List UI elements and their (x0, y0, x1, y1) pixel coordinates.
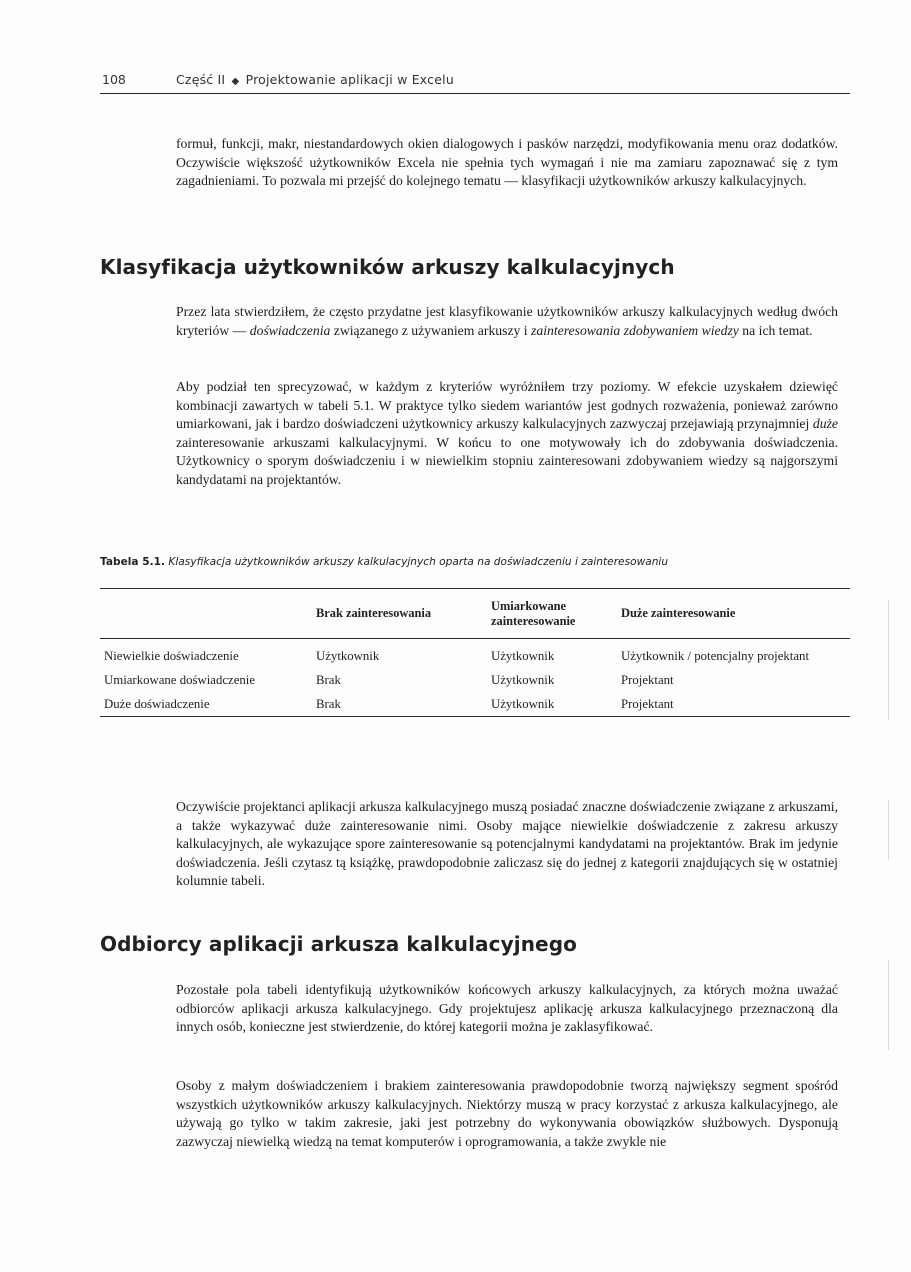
table-caption (100, 556, 850, 568)
table-header-cell: Umiarkowane zainteresowanie (491, 598, 576, 628)
scan-margin-mark (888, 800, 889, 860)
running-header (100, 63, 850, 94)
table-cell: Użytkownik (491, 697, 555, 711)
table-cell: Użytkownik / potencjalny projektant (621, 649, 809, 663)
table-header-cell (100, 589, 312, 639)
text-run: zainteresowanie arkuszami kalkulacyjnymi. W końcu to one motywowały ich do zdobywania doświadczenia. Użytkownicy o sporym doświadczeniu i w niewielkim stopniu zainteresowani zdobywaniem wiedzy są najgorszymi kandydatami na projektantów. (176, 434, 838, 487)
table-cell: Duże doświadczenie (104, 697, 210, 711)
table-caption-label: Tabela 5.1. (100, 556, 166, 568)
table-cell: Użytkownik (491, 649, 555, 663)
emphasis-interest: zainteresowania zdobywaniem wiedzy (531, 322, 739, 338)
table-cell: Brak (316, 697, 341, 711)
table-row (100, 692, 850, 717)
scan-margin-mark (888, 600, 889, 720)
page-number: 108 (102, 72, 126, 87)
audience-paragraph-1: Pozostałe pola tabeli identyfikują użytkowników końcowych arkuszy kalkulacyjnych, za których można uważać odbiorców aplikacji arkusza kalkulacyjnego. Gdy projektujesz aplikację arkusza kalkulacyjnego przeznaczoną dla innych osób, konieczne jest stwierdzenie, do której kategorii można je zaklasyfikować. (176, 982, 838, 1035)
table-row (100, 668, 850, 692)
table-cell: Projektant (621, 697, 674, 711)
section-heading-classification: Klasyfikacja użytkowników arkuszy kalkulacyjnych (100, 255, 675, 279)
section-heading-audience: Odbiorcy aplikacji arkusza kalkulacyjnego (100, 932, 577, 956)
classification-paragraph-1 (176, 303, 838, 340)
text-run: Aby podział ten sprecyzować, w każdym z kryteriów wyróżniłem trzy poziomy. W efekcie uzyskałem dziewięć kombinacji zawartych w tabeli 5.1. W praktyce tylko siedem wariantów jest godnych rozważenia, ponieważ zarówno umiarkowani, jak i bardzo doświadczeni użytkownicy arkuszy kalkulacyjnych zazwyczaj przejawiają przynajmniej (176, 379, 838, 432)
emphasis-large: duże (812, 416, 838, 432)
intro-paragraph: formuł, funkcji, makr, niestandardowych okien dialogowych i pasków narzędzi, modyfikowania menu oraz dodatków. Oczywiście większość użytkowników Excela nie spełnia tych wymagań i nie ma zamiaru zapoznawać się z tym zagadnieniami. To pozwala mi przejść do kolejnego tematu — klasyfikacji użytkowników arkuszy kalkulacyjnych. (176, 136, 838, 189)
table-row (100, 639, 850, 669)
table-header-cell: Duże zainteresowanie (621, 606, 736, 620)
table-cell: Brak (316, 673, 341, 687)
classification-table (100, 588, 850, 717)
text-run: na ich temat. (738, 322, 813, 338)
diamond-icon: ◆ (231, 76, 240, 87)
text-run: Przez lata stwierdziłem, że często przydatne jest klasyfikowanie użytkowników arkuszy kalkulacyjnych według dwóch kryteriów — (176, 304, 838, 338)
emphasis-experience: doświadczenia (249, 322, 331, 338)
table-cell: Projektant (621, 673, 674, 687)
part-label: Część II (176, 72, 226, 87)
table-cell: Niewielkie doświadczenie (104, 649, 239, 663)
after-table-paragraph: Oczywiście projektanci aplikacji arkusza kalkulacyjnego muszą posiadać znaczne doświadczenie związane z arkuszami, a także wykazywać duże zainteresowanie nimi. Osoby mające niewielkie doświadczenie z zakresu arkuszy kalkulacyjnych, ale wykazujące spore zainteresowanie są potencjalnymi kandydatami na projektantów. Brak im jedynie doświadczenia. Jeśli czytasz tą książkę, prawdopodobnie zaliczasz się do jednej z kategorii znajdujących się w ostatniej kolumnie tabeli. (176, 799, 838, 889)
scan-margin-mark (888, 960, 889, 1050)
table-cell: Użytkownik (491, 673, 555, 687)
chapter-title (176, 72, 454, 87)
text-run: związanego z używaniem arkuszy i (330, 322, 532, 338)
table-cell: Umiarkowane doświadczenie (104, 673, 256, 687)
audience-paragraph-2: Osoby z małym doświadczeniem i brakiem zainteresowania prawdopodobnie tworzą największy segment spośród wszystkich użytkowników arkuszy kalkulacyjnych. Niektórzy muszą w pracy korzystać z arkusza kalkulacyjnego, ale używają go tylko w takim zakresie, jaki jest potrzebny do wykonywania obowiązków służbowych. Dysponują zazwyczaj niewielką wiedzą na temat komputerów i oprogramowania, a także zwykle nie (176, 1078, 838, 1149)
table-header-row (100, 589, 850, 639)
table-cell: Użytkownik (316, 649, 380, 663)
classification-paragraph-2 (176, 378, 838, 490)
table-header-cell: Brak zainteresowania (316, 606, 432, 620)
book-section-label: Projektowanie aplikacji w Excelu (245, 72, 454, 87)
table-caption-text: Klasyfikacja użytkowników arkuszy kalkulacyjnych oparta na doświadczeniu i zainteresowaniu (168, 556, 669, 568)
